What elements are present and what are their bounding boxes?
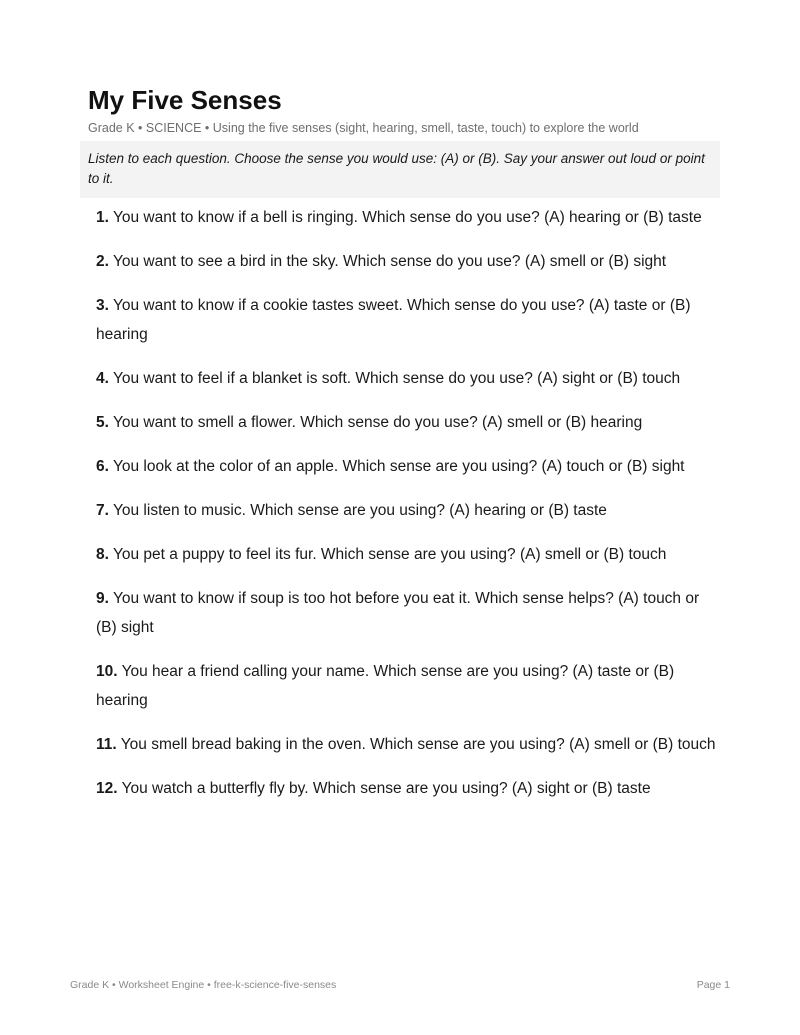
question-number: 3. (96, 297, 109, 314)
question-text: You look at the color of an apple. Which sense are you using? (A) touch or (B) sight (112, 458, 685, 475)
question-item (96, 774, 720, 803)
question-list (96, 203, 720, 818)
question-item (96, 496, 720, 525)
page-number: Page 1 (696, 979, 730, 991)
question-text: You want to know if a cookie tastes sweet. Which sense do you use? (A) taste or (B) hearing (96, 297, 691, 343)
question-item (96, 730, 720, 759)
question-number: 11. (96, 736, 117, 753)
question-text: You listen to music. Which sense are you using? (A) hearing or (B) taste (112, 502, 607, 519)
footer-info: Grade K • Worksheet Engine • free-k-science-five-senses (70, 979, 337, 991)
question-number: 6. (96, 458, 109, 475)
question-text: You want to know if a bell is ringing. Which sense do you use? (A) hearing or (B) taste (112, 209, 702, 226)
question-item (96, 247, 720, 276)
question-number: 2. (96, 253, 109, 270)
question-number: 12. (96, 780, 118, 797)
page-title: My Five Senses (88, 85, 282, 115)
question-text: You hear a friend calling your name. Which sense are you using? (A) taste or (B) hearing (96, 663, 675, 709)
question-text: You want to see a bird in the sky. Which sense do you use? (A) smell or (B) sight (112, 253, 667, 270)
question-text: You want to smell a flower. Which sense do you use? (A) smell or (B) hearing (112, 414, 643, 431)
question-text: You want to feel if a blanket is soft. Which sense do you use? (A) sight or (B) touch (112, 370, 681, 387)
question-item (96, 408, 720, 437)
question-text: You watch a butterfly fly by. Which sense are you using? (A) sight or (B) taste (121, 780, 651, 797)
question-item (96, 203, 720, 232)
question-number: 8. (96, 546, 109, 563)
question-item (96, 291, 720, 349)
instructions-box: Listen to each question. Choose the sense you would use: (A) or (B). Say your answer out loud or point to it. (80, 141, 720, 198)
question-number: 9. (96, 590, 109, 607)
page-subtitle: Grade K • SCIENCE • Using the five senses (sight, hearing, smell, taste, touch) to explore the world (88, 121, 639, 135)
question-text: You pet a puppy to feel its fur. Which sense are you using? (A) smell or (B) touch (112, 546, 667, 563)
question-item (96, 452, 720, 481)
question-number: 7. (96, 502, 109, 519)
question-text: You smell bread baking in the oven. Which sense are you using? (A) smell or (B) touch (120, 736, 716, 753)
question-item (96, 584, 720, 642)
question-text: You want to know if soup is too hot before you eat it. Which sense helps? (A) touch or (B) sight (96, 590, 700, 636)
question-number: 4. (96, 370, 109, 387)
question-number: 10. (96, 663, 118, 680)
question-item (96, 364, 720, 393)
question-item (96, 540, 720, 569)
question-number: 5. (96, 414, 109, 431)
question-number: 1. (96, 209, 109, 226)
question-item (96, 657, 720, 715)
